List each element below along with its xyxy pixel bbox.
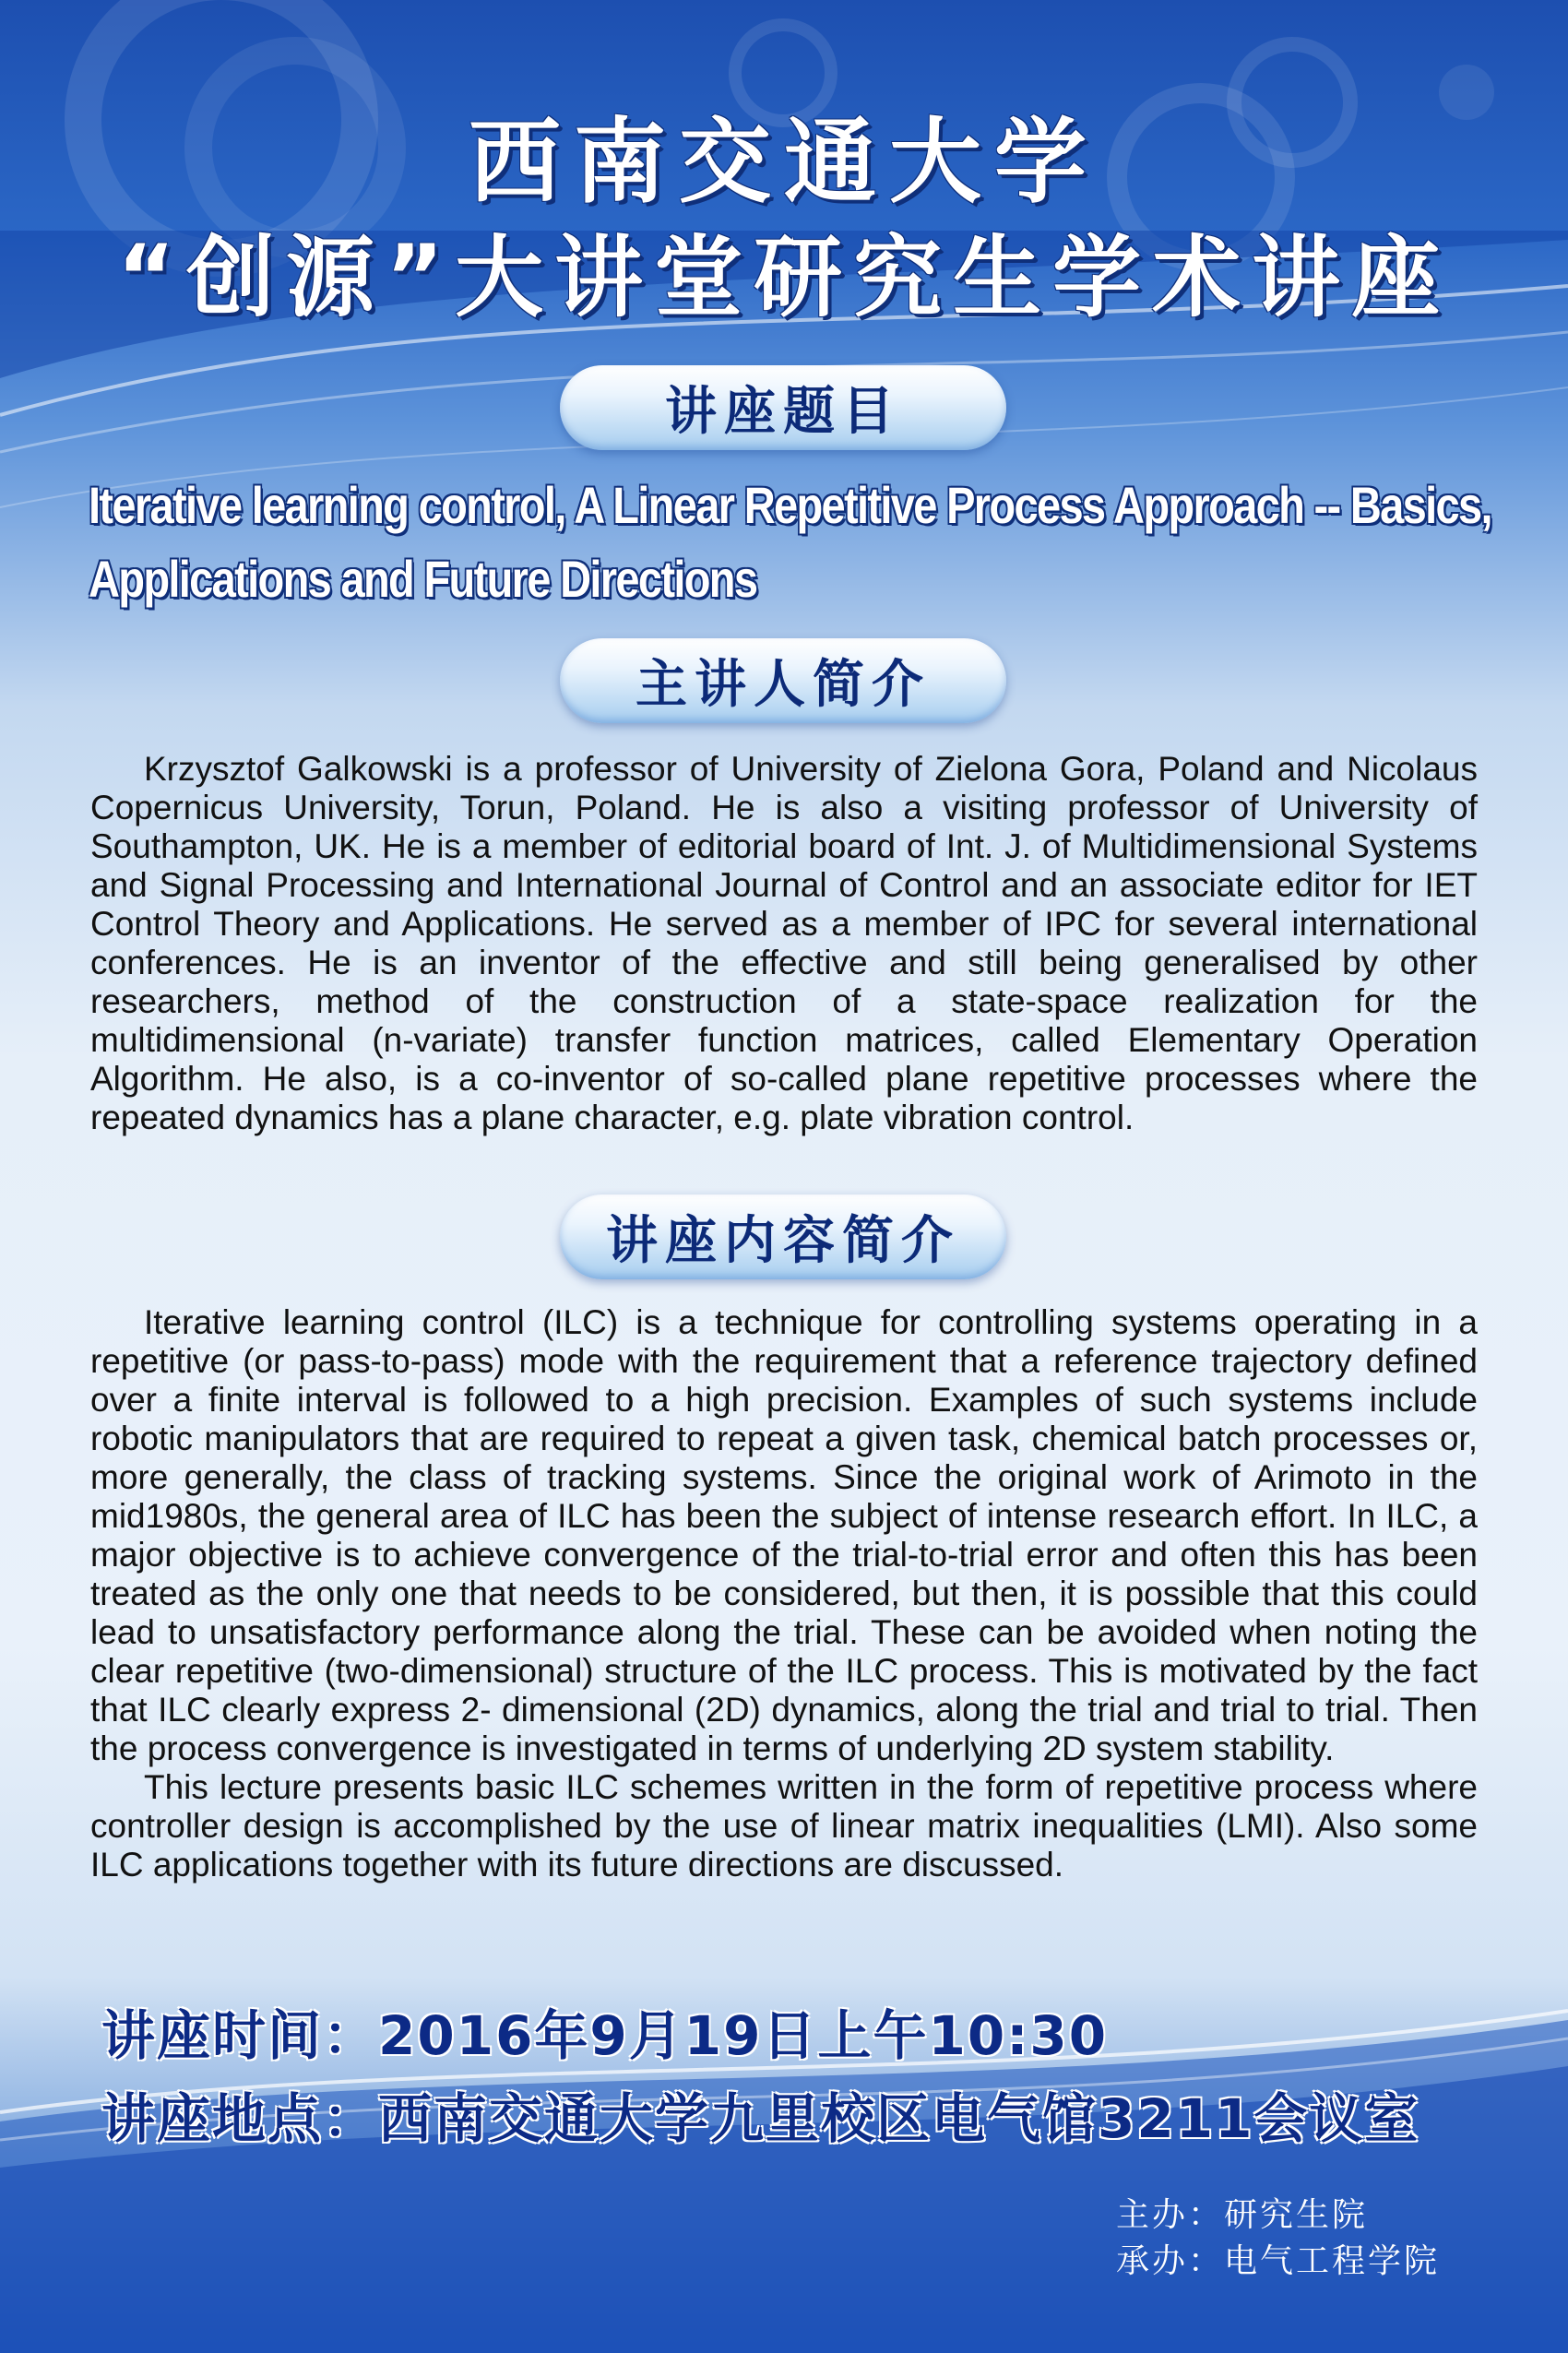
lecture-series-title: “创源”大讲堂研究生学术讲座 xyxy=(116,226,1452,329)
abstract-paragraph-2: This lecture presents basic ILC schemes written in the form of repetitive process where controller design is accomplished by the use of linear matrix inequalities (LMI). Also some ILC applications together with its future directions are discussed. xyxy=(90,1768,1478,1884)
lecture-abstract xyxy=(90,1303,1478,1884)
abstract-paragraph-1: Iterative learning control (ILC) is a technique for controlling systems operating in a repetitive (or pass-to-pass) mode with the requirement that a reference trajectory defined over a finite interval is followed to a high precision. Examples of such systems include robotic manipulators that are required to repeat a given task, chemical batch processes or, more generally, the class of tracking systems. Since the original work of Arimoto in the mid1980s, the general area of ILC has been the subject of intense research effort. In ILC, a major objective is to achieve convergence of the trial-to-trial error and often this has been treated as the only one that needs to be considered, but then, it is possible that this could lead to unsatisfactory performance along the trial. These can be avoided when noting the clear repetitive (two-dimensional) structure of the ILC process. This is motivated by the fact that ILC clearly express 2- dimensional (2D) dynamics, along the trial and trial to trial. Then the process convergence is investigated in terms of underlying 2D system stability. xyxy=(90,1303,1478,1767)
content-section-label xyxy=(560,1194,1006,1279)
speaker-bio xyxy=(90,750,1478,1137)
lecture-place: 讲座地点：西南交通大学九里校区电气馆3211会议室 xyxy=(101,2087,1420,2150)
speaker-label-text: 主讲人简介 xyxy=(636,655,931,715)
topic-label-text: 讲座题目 xyxy=(665,382,901,442)
host-organizer: 主办：研究生院 xyxy=(1116,2196,1369,2234)
topic-section-label xyxy=(560,365,1006,450)
university-title: 西南交通大学 xyxy=(469,108,1099,216)
co-organizer: 承办：电气工程学院 xyxy=(1116,2242,1441,2280)
speaker-section-label xyxy=(560,638,1006,723)
speaker-bio-paragraph: Krzysztof Galkowski is a professor of University of Zielona Gora, Poland and Nicolaus Copernicus University, Torun, Poland. He is also a visiting professor of University of Southampton, UK. He is a member of editorial board of Int. J. of Multidimensional Systems and Signal Processing and International Journal of Control and an associate editor for IET Control Theory and Applications. He served as a member of IPC for several international conferences. He is an inventor of the effective and still being generalised by other researchers, method of the construction of a state-space realization for the multidimensional (n-variate) transfer function matrices, called Elementary Operation Algorithm. He also, is a co-inventor of so-called plane repetitive processes where the repeated dynamics has a plane character, e.g. plate vibration control. xyxy=(90,750,1478,1136)
content-label-text: 讲座内容简介 xyxy=(606,1211,960,1271)
lecture-time: 讲座时间：2016年9月19日上午10:30 xyxy=(101,2004,1109,2067)
lecture-title: Iterative learning control, A Linear Repetitive Process Approach -- Basics, Applications and Future Directions xyxy=(89,476,1491,608)
